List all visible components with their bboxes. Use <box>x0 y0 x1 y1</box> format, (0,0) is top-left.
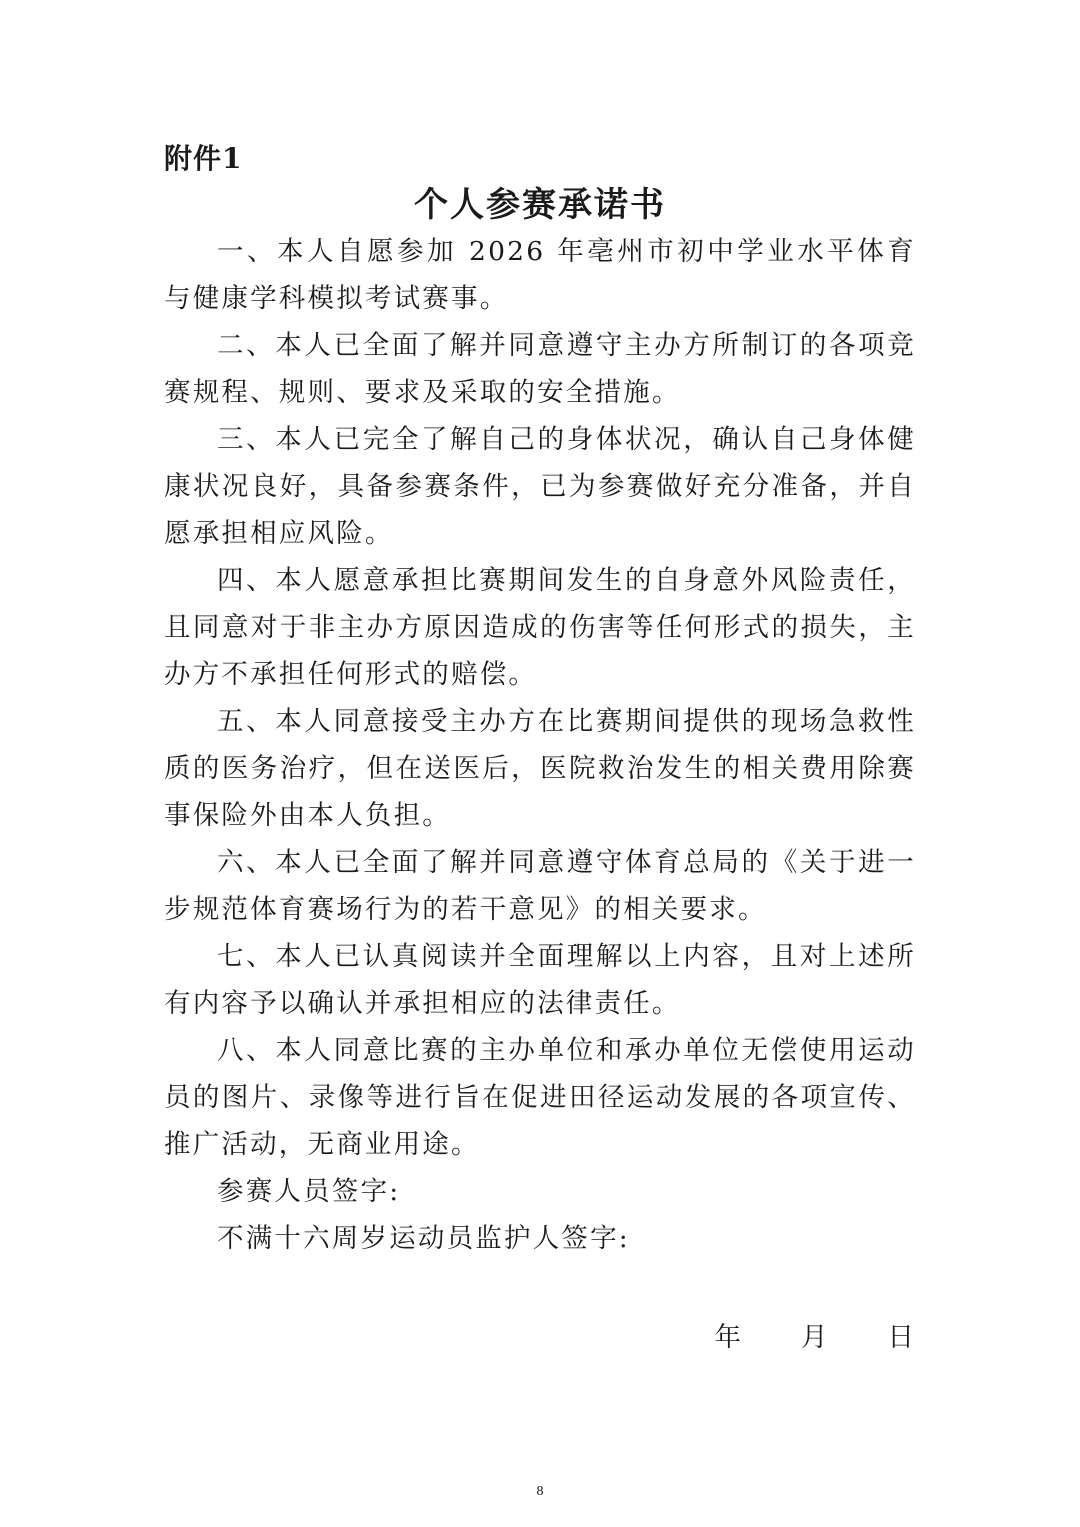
paragraph-1: 一、本人自愿参加 2026 年亳州市初中学业水平体育与健康学科模拟考试赛事。 <box>164 236 916 314</box>
paragraph-4: 四、本人愿意承担比赛期间发生的自身意外风险责任，且同意对于非主办方原因造成的伤害等任何形式的损失，主办方不承担任何形式的赔偿。 <box>164 565 916 690</box>
date-day-label: 日 <box>887 1322 914 1353</box>
paragraph-3: 三、本人已完全了解自己的身体状况，确认自己身体健康状况良好，具备参赛条件，已为参赛做好充分准备，并自愿承担相应风险。 <box>164 424 916 549</box>
date-year-label: 年 <box>714 1322 741 1353</box>
guardian-signature-label: 不满十六周岁运动员监护人签字: <box>217 1223 630 1254</box>
date-month-label: 月 <box>801 1322 828 1353</box>
attachment-label: 附件1 <box>164 142 243 175</box>
document-title: 个人参赛承诺书 <box>414 185 666 225</box>
paragraph-2: 二、本人已全面了解并同意遵守主办方所制订的各项竞赛规程、规则、要求及采取的安全措施。 <box>164 330 916 408</box>
paragraph-7: 七、本人已认真阅读并全面理解以上内容，且对上述所有内容予以确认并承担相应的法律责任。 <box>164 941 916 1019</box>
paragraph-8: 八、本人同意比赛的主办单位和承办单位无偿使用运动员的图片、录像等进行旨在促进田径运动发展的各项宣传、推广活动，无商业用途。 <box>164 1035 916 1160</box>
page-number: 8 <box>536 1484 544 1499</box>
date-line <box>715 1314 915 1361</box>
paragraph-6: 六、本人已全面了解并同意遵守体育总局的《关于进一步规范体育赛场行为的若干意见》的相关要求。 <box>164 847 916 925</box>
document-body <box>164 228 916 1262</box>
participant-signature-label: 参赛人员签字: <box>217 1176 401 1207</box>
paragraph-5: 五、本人同意接受主办方在比赛期间提供的现场急救性质的医务治疗，但在送医后，医院救治发生的相关费用除赛事保险外由本人负担。 <box>164 706 916 831</box>
